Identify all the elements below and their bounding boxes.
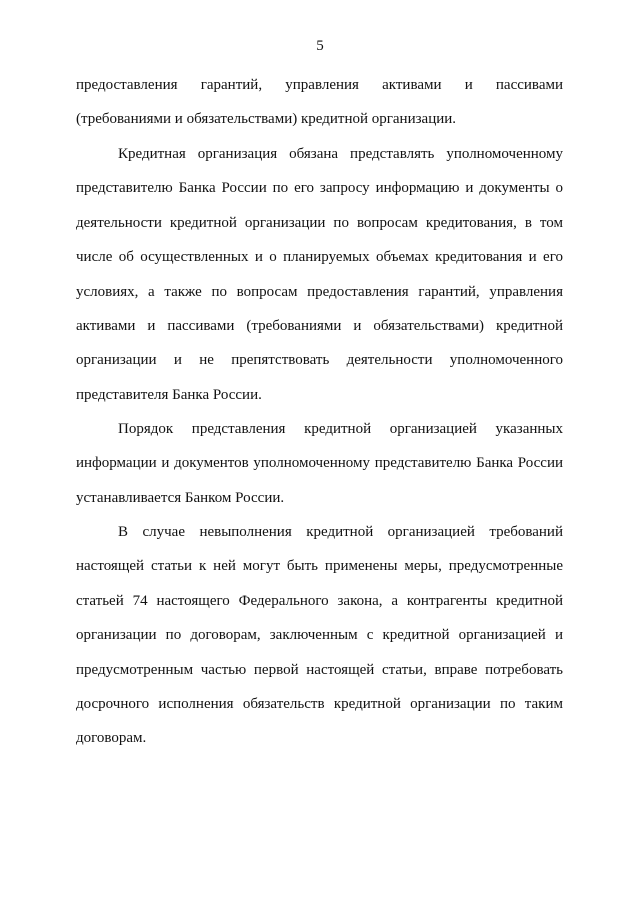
text-line: статьей 74 настоящего Федерального закона, а контрагенты кредитной bbox=[76, 592, 563, 609]
paragraph-sanctions bbox=[76, 522, 563, 763]
text-line: устанавливается Банком России. bbox=[76, 489, 285, 506]
text-line: организации и не препятствовать деятельности уполномоченного bbox=[76, 352, 563, 369]
text-line: предусмотренным частью первой настоящей статьи, вправе потребовать bbox=[76, 661, 563, 678]
text-line: представителя Банка России. bbox=[76, 386, 262, 403]
text-line: числе об осуществленных и о планируемых объемах кредитования и его bbox=[76, 249, 563, 266]
text-line: В случае невыполнения кредитной организацией требований bbox=[118, 524, 563, 540]
text-line: настоящей статьи к ней могут быть применены меры, предусмотренные bbox=[76, 558, 563, 575]
paragraph-obligation bbox=[76, 144, 563, 419]
text-line: Порядок представления кредитной организацией указанных bbox=[118, 421, 563, 437]
text-line: информации и документов уполномоченному представителю Банка России bbox=[76, 455, 563, 472]
paragraph-continuation bbox=[76, 75, 563, 144]
text-line: представителю Банка России по его запросу информацию и документы о bbox=[76, 180, 563, 197]
page-number: 5 bbox=[316, 38, 324, 54]
text-line: активами и пассивами (требованиями и обязательствами) кредитной bbox=[76, 317, 563, 334]
text-line: (требованиями и обязательствами) кредитной организации. bbox=[76, 111, 457, 128]
text-line: договорам. bbox=[76, 730, 147, 747]
text-line: предоставления гарантий, управления активами и пассивами bbox=[76, 77, 563, 93]
text-line: организации по договорам, заключенным с кредитной организацией и bbox=[76, 627, 563, 644]
text-line: условиях, а также по вопросам предоставления гарантий, управления bbox=[76, 283, 563, 300]
text-line: деятельности кредитной организации по вопросам кредитования, в том bbox=[76, 214, 563, 231]
text-line: досрочного исполнения обязательств кредитной организации по таким bbox=[76, 695, 563, 712]
paragraph-procedure bbox=[76, 419, 563, 522]
text-line: Кредитная организация обязана представлять уполномоченному bbox=[118, 146, 563, 162]
